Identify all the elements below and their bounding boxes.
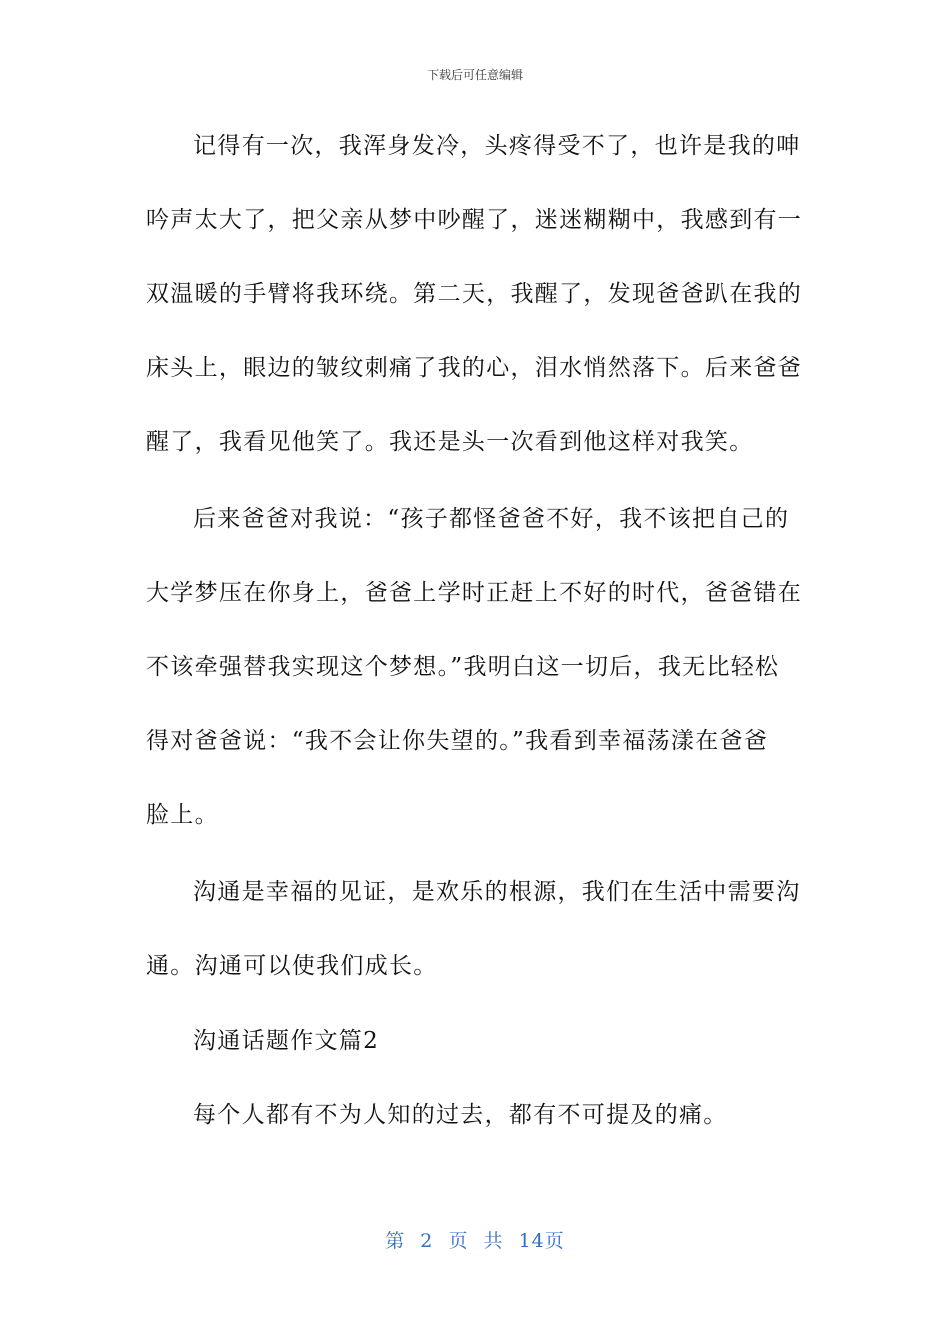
paragraph-line: 后来爸爸对我说：“孩子都怪爸爸不好，我不该把自己的 bbox=[193, 506, 790, 532]
page-header: 下载后可任意编辑 bbox=[426, 68, 523, 82]
paragraph-line: 吟声太大了，把父亲从梦中吵醒了，迷迷糊糊中，我感到有一 bbox=[146, 207, 803, 233]
footer-ye: 页 bbox=[448, 1230, 469, 1252]
footer-total-pages: 14页 bbox=[518, 1230, 565, 1252]
section-heading: 沟通话题作文篇2 bbox=[193, 1028, 380, 1054]
paragraph-line: 双温暖的手臂将我环绕。第二天，我醒了，发现爸爸趴在我的 bbox=[146, 281, 803, 307]
paragraph-line: 大学梦压在你身上，爸爸上学时正赶上不好的时代，爸爸错在 bbox=[146, 580, 803, 606]
paragraph-line: 脸上。 bbox=[146, 802, 219, 828]
paragraph-line: 通。沟通可以使我们成长。 bbox=[146, 953, 438, 979]
page-footer bbox=[0, 1226, 950, 1253]
paragraph-line: 每个人都有不为人知的过去，都有不可提及的痛。 bbox=[193, 1102, 728, 1128]
footer-page-number: 2 bbox=[420, 1230, 434, 1252]
footer-gong: 共 bbox=[483, 1230, 504, 1252]
paragraph-line: 沟通是幸福的见证，是欢乐的根源，我们在生活中需要沟 bbox=[193, 879, 801, 905]
paragraph-line: 记得有一次，我浑身发冷，头疼得受不了，也许是我的呻 bbox=[193, 133, 801, 159]
paragraph-line: 得对爸爸说：“我不会让你失望的。”我看到幸福荡漾在爸爸 bbox=[146, 728, 769, 754]
paragraph-line: 床头上，眼边的皱纹刺痛了我的心，泪水悄然落下。后来爸爸 bbox=[146, 355, 803, 381]
paragraph-line: 不该牵强替我实现这个梦想。”我明白这一切后，我无比轻松 bbox=[146, 654, 780, 680]
paragraph-line: 醒了，我看见他笑了。我还是头一次看到他这样对我笑。 bbox=[146, 429, 754, 455]
footer-di: 第 bbox=[385, 1230, 406, 1252]
